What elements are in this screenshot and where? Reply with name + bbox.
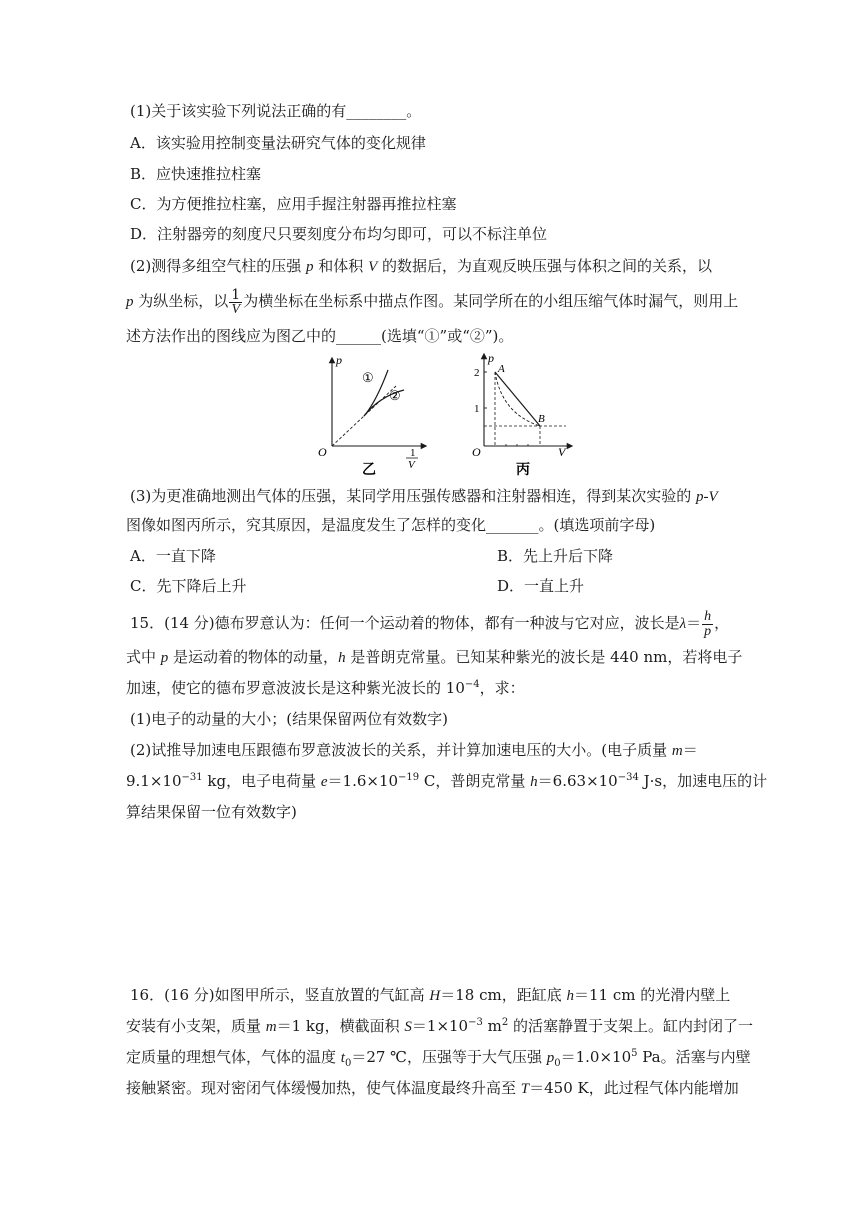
- yi-x-num: 1: [410, 447, 416, 459]
- yi-caption: 乙: [362, 463, 376, 478]
- q14-part2-line2: p 为纵坐标，以 $\frac{1}{V}$ 为横坐标在坐标系中描点作图。某同学所在的小组压缩气体时漏气，则用上: [126, 286, 739, 317]
- q14-part3-option-c: C．先下降后上升: [130, 577, 247, 595]
- q14-part1-option-c: C．为方便推拉柱塞，应用手握注射器再推拉柱塞: [130, 195, 457, 213]
- q14-part1-stem: (1)关于该实验下列说法正确的有________。: [130, 102, 422, 120]
- q16-line4: 接触紧密。现对密闭气体缓慢加热，使气体温度最终升高至 T＝450 K，此过程气体内能增加: [126, 1079, 739, 1097]
- q14-part3-line1: (3)为更准确地测出气体的压强，某同学用压强传感器和注射器相连，得到某次实验的 p-V: [130, 487, 718, 505]
- figure-bing-graph: [462, 352, 582, 478]
- bing-line-ab: [495, 372, 540, 426]
- yi-x-den: V: [408, 459, 415, 471]
- q16-line1: 16．(16 分)如图甲所示，竖直放置的气缸高 H＝18 cm，距缸底 h＝11 cm 的光滑内壁上: [130, 986, 731, 1004]
- bing-v-label: V: [558, 445, 566, 459]
- q15-sub2-line1: (2)试推导加速电压跟德布罗意波波长的关系，并计算加速电压的大小。(电子质量 m＝: [130, 741, 698, 759]
- q14-part3-option-b: B．先上升后下降: [497, 547, 614, 565]
- bing-tick-1: 1: [474, 403, 480, 415]
- q14-part1-option-b: B．应快速推拉柱塞: [130, 165, 262, 183]
- figure-yi-graph: [312, 352, 442, 478]
- q16-line2: 安装有小支架，质量 m＝1 kg，横截面积 $S=1\times 10^{-3}$ $m^2$ 的活塞静置于支架上。缸内封闭了一: [126, 1017, 754, 1035]
- q16-line3: 定质量的理想气体，气体的温度 $t_0=27$ ℃，压强等于大气压强 $p_0=1.0\times 10^5$ Pa。活塞与内壁: [126, 1048, 751, 1069]
- bing-point-a: A: [498, 363, 505, 375]
- bing-origin-label: O: [472, 445, 481, 459]
- q15-line1: 15．(14 分)德布罗意认为：任何一个运动着的物体，都有一种波与它对应，波长是λ＝ $\frac{h}{p}$ ，: [130, 608, 730, 639]
- bing-caption: 丙: [516, 463, 530, 478]
- q14-part3-option-a: A．一直下降: [130, 547, 216, 565]
- q14-part1-option-a: A．该实验用控制变量法研究气体的变化规律: [130, 134, 426, 152]
- q15-sub2-line3: 算结果保留一位有效数字): [126, 803, 297, 821]
- bing-point-b: B: [538, 413, 545, 425]
- bing-tick-2: 2: [474, 367, 480, 379]
- yi-curve-1-label: ①: [362, 370, 374, 385]
- q14-part2-line1: (2)测得多组空气柱的压强 p 和体积 V 的数据后，为直观反映压强与体积之间的关系，以: [130, 257, 713, 275]
- fraction-h-over-p: $\frac{h}{p}$: [704, 608, 712, 639]
- q15-sub2-line2: $9.1\times 10^{-31}$ kg，电子电荷量 $e=1.6\times 10^{-19}$ C，普朗克常量 $h=6.63\times 10^{-34}$ J·s，加速电压的计: [126, 772, 768, 790]
- q15-line2: 式中 p 是运动着的物体的动量，h 是普朗克常量。已知某种紫光的波长是 440 nm，若将电子: [126, 648, 743, 666]
- q14-part2-line3: 述方法作出的图线应为图乙中的______(选填“①”或“②”)。: [126, 327, 514, 345]
- yi-curve-2-label: ②: [389, 388, 401, 403]
- q14-part3-line2: 图像如图丙所示，究其原因，是温度发生了怎样的变化_______。(填选项前字母): [126, 516, 656, 534]
- q14-part1-option-d: D．注射器旁的刻度尺只要刻度分布均匀即可，可以不标注单位: [130, 225, 548, 243]
- q15-line3: 加速，使它的德布罗意波波长是这种紫光波长的 $10^{-4}$，求：: [126, 679, 525, 697]
- q14-part3-option-d: D．一直上升: [497, 577, 585, 595]
- bing-p-label: p: [488, 352, 494, 365]
- q15-sub1: (1)电子的动量的大小；(结果保留两位有效数字): [130, 710, 448, 728]
- fraction-one-over-v: $\frac{1}{V}$: [231, 286, 241, 317]
- yi-origin-label: O: [318, 445, 327, 459]
- yi-p-label: p: [336, 353, 342, 367]
